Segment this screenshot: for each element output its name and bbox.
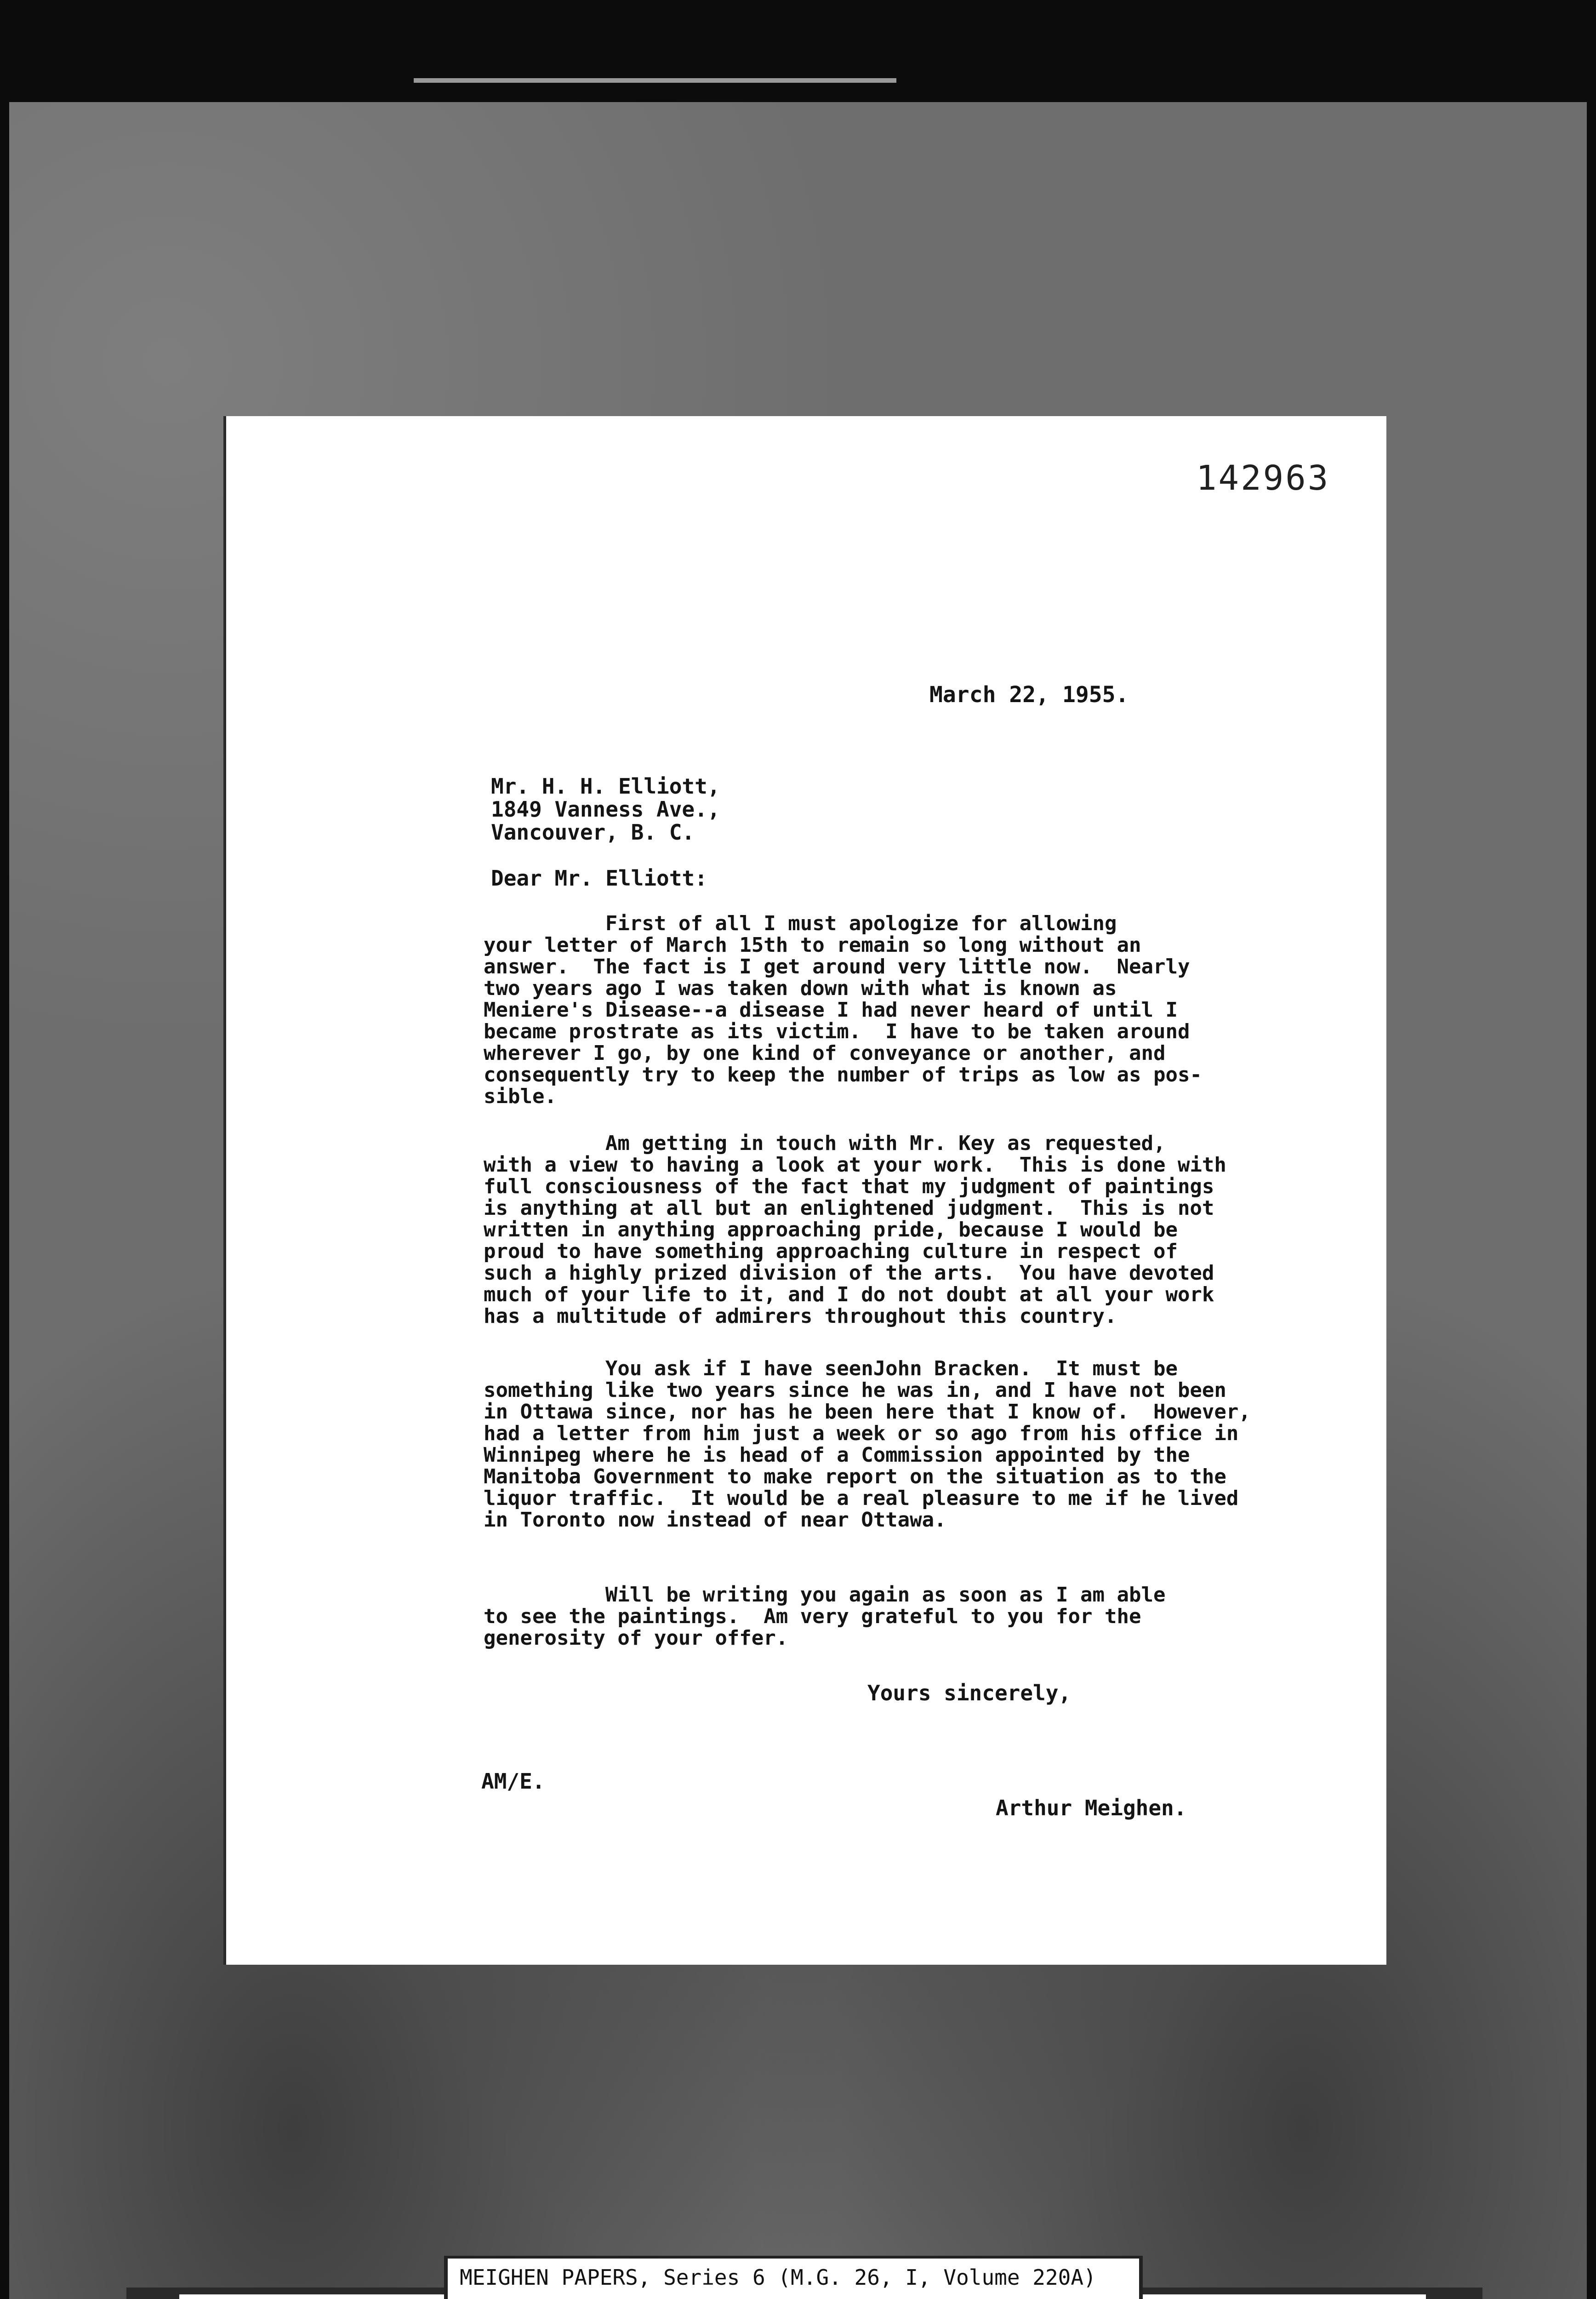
address-line: Mr. H. H. Elliott,: [491, 774, 720, 799]
text-line: You ask if I have seenJohn Bracken. It must be: [484, 1357, 1178, 1380]
text-line: two years ago I was taken down with what is known as: [484, 977, 1117, 1000]
paragraph-2: [484, 1132, 1274, 1327]
text-line: has a multitude of admirers throughout this country.: [484, 1304, 1117, 1328]
text-line: liquor traffic. It would be a real pleasure to me if he lived: [484, 1487, 1239, 1510]
text-line: Winnipeg where he is head of a Commission appointed by the: [484, 1443, 1190, 1467]
text-line: became prostrate as its victim. I have to be taken around: [484, 1020, 1190, 1043]
text-line: had a letter from him just a week or so ago from his office in: [484, 1422, 1239, 1445]
letter-page: [223, 416, 1386, 1965]
text-line: sible.: [484, 1085, 557, 1108]
top-edge-strip: [414, 78, 896, 83]
signature-name: Arthur Meighen.: [996, 1796, 1187, 1820]
text-line: Will be writing you again as soon as I am able: [484, 1583, 1166, 1607]
text-line: Manitoba Government to make report on the situation as to the: [484, 1465, 1226, 1488]
text-line: such a highly prized division of the arts. You have devoted: [484, 1261, 1214, 1285]
document-number: 142963: [1196, 458, 1330, 498]
address-line: Vancouver, B. C.: [491, 820, 695, 845]
closing: Yours sincerely,: [867, 1681, 1072, 1705]
text-line: answer. The fact is I get around very little now. Nearly: [484, 955, 1190, 978]
text-line: in Ottawa since, nor has he been here that I know of. However,: [484, 1400, 1251, 1424]
paragraph-3: [484, 1358, 1274, 1531]
text-line: Meniere's Disease--a disease I had never heard of until I: [484, 998, 1178, 1022]
paragraph-4: [484, 1584, 1274, 1649]
text-line: in Toronto now instead of near Ottawa.: [484, 1508, 946, 1532]
address-line: 1849 Vanness Ave.,: [491, 797, 720, 822]
text-line: full consciousness of the fact that my judgment of paintings: [484, 1175, 1214, 1198]
text-line: is anything at all but an enlightened judgment. This is not: [484, 1196, 1214, 1220]
paragraph-1: [484, 913, 1274, 1107]
salutation: Dear Mr. Elliott:: [491, 866, 707, 891]
text-line: wherever I go, by one kind of conveyance or another, and: [484, 1041, 1166, 1065]
text-line: First of all I must apologize for allowing: [484, 912, 1117, 935]
recipient-address: [491, 775, 720, 844]
text-line: with a view to having a look at your work. This is done with: [484, 1153, 1226, 1177]
text-line: consequently try to keep the number of trips as low as pos-: [484, 1063, 1202, 1087]
series-reference: MEIGHEN PAPERS, Series 6 (M.G. 26, I, Volume 220A): [460, 2265, 1096, 2290]
text-line: generosity of your offer.: [484, 1626, 788, 1650]
text-line: proud to have something approaching culture in respect of: [484, 1240, 1178, 1263]
text-line: your letter of March 15th to remain so long without an: [484, 933, 1141, 957]
text-line: written in anything approaching pride, because I would be: [484, 1218, 1178, 1241]
text-line: something like two years since he was in, and I have not been: [484, 1378, 1226, 1402]
letter-date: March 22, 1955.: [929, 682, 1129, 708]
text-line: to see the paintings. Am very grateful to you for the: [484, 1605, 1141, 1628]
text-line: much of your life to it, and I do not doubt at all your work: [484, 1283, 1214, 1306]
series-tab: [444, 2256, 1143, 2299]
text-line: Am getting in touch with Mr. Key as requested,: [484, 1132, 1166, 1155]
typist-initials: AM/E.: [481, 1769, 545, 1794]
